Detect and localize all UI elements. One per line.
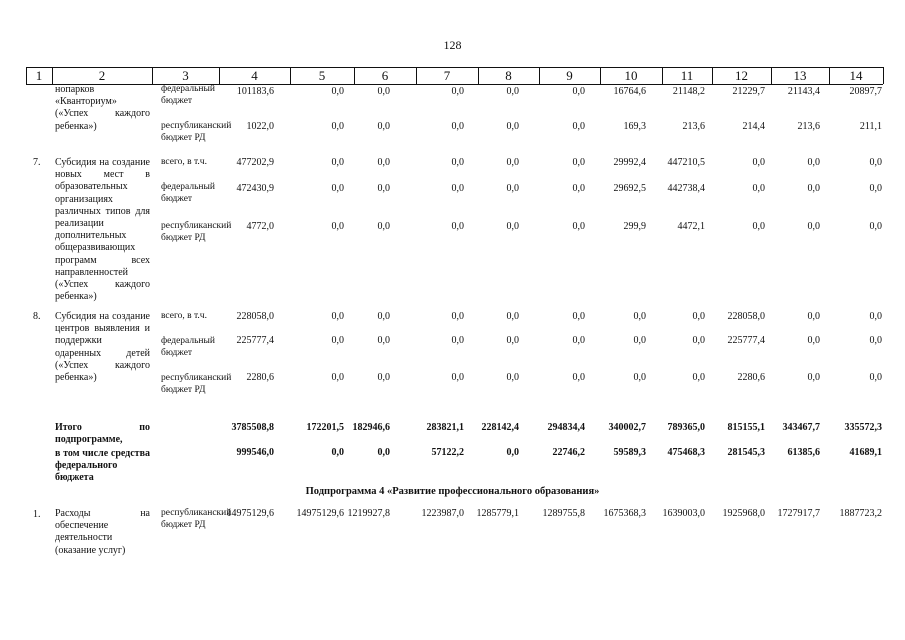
row-7-republic-col-6: 0,0 — [377, 221, 390, 232]
total-federal-row-col-11: 475468,3 — [667, 447, 705, 458]
row-8-total-col-5: 0,0 — [331, 311, 344, 322]
header-col-separator — [416, 67, 417, 84]
row-cont-republic-col-6: 0,0 — [377, 121, 390, 132]
header-col-separator — [883, 67, 884, 84]
row-8-federal-col-11: 0,0 — [692, 335, 705, 346]
row-cont-federal-col-14: 20897,7 — [849, 86, 882, 97]
row-cont-republic-col-14: 211,1 — [859, 121, 882, 132]
header-cell-7: 7 — [443, 68, 451, 83]
header-col-separator — [219, 67, 220, 84]
header-col-separator — [662, 67, 663, 84]
header-cell-13: 13 — [793, 68, 807, 83]
row-8-republic-col-13: 0,0 — [807, 372, 820, 383]
header-cell-4: 4 — [251, 68, 258, 83]
row-7-federal-col-14: 0,0 — [869, 183, 882, 194]
row-8-total-col-8: 0,0 — [506, 311, 519, 322]
row-cont-federal-col-8: 0,0 — [506, 86, 519, 97]
row-8-source-total: всего, в т.ч. — [161, 311, 207, 321]
s4-row-1-col-4: 14975129,6 — [226, 508, 274, 519]
header-cell-3: 3 — [182, 68, 189, 83]
s4-row-1-col-11: 1639003,0 — [662, 508, 705, 519]
s4-row-1-col-6: 1219927,8 — [347, 508, 390, 519]
header-cell-6: 6 — [381, 68, 389, 83]
row-cont-republic-col-12: 214,4 — [742, 121, 765, 132]
row-8-republic-col-11: 0,0 — [692, 372, 705, 383]
row-7-federal-col-5: 0,0 — [331, 183, 344, 194]
row-8-total-col-11: 0,0 — [692, 311, 705, 322]
row-7-source-total: всего, в т.ч. — [161, 157, 207, 167]
total-row-col-12: 815155,1 — [727, 422, 765, 433]
header-col-separator — [712, 67, 713, 84]
total-federal-row-col-14: 41689,1 — [849, 447, 882, 458]
header-cell-8: 8 — [505, 68, 512, 83]
s4-row-1-number: 1. — [33, 509, 41, 520]
row-7-total-col-10: 29992,4 — [613, 157, 646, 168]
row-cont-federal-col-7: 0,0 — [451, 86, 464, 97]
row-7-republic-col-11: 4472,1 — [677, 221, 705, 232]
row-7-total-col-5: 0,0 — [331, 157, 344, 168]
row-8-federal-col-13: 0,0 — [807, 335, 820, 346]
row-8-republic-col-7: 0,0 — [451, 372, 464, 383]
row-7-republic-col-7: 0,0 — [451, 221, 464, 232]
row-cont-federal-col-9: 0,0 — [572, 86, 585, 97]
header-cell-9: 9 — [566, 68, 573, 83]
total-federal-row-col-8: 0,0 — [506, 447, 519, 458]
total-row-col-8: 228142,4 — [481, 422, 519, 433]
total-row-col-14: 335572,3 — [844, 422, 882, 433]
table-header-bottom-border — [26, 84, 883, 85]
s4-row-1-col-9: 1289755,8 — [542, 508, 585, 519]
row-cont-republic-col-7: 0,0 — [451, 121, 464, 132]
total-row-col-4: 3785508,8 — [231, 422, 274, 433]
row-8-republic-col-12: 2280,6 — [737, 372, 765, 383]
row-cont-description: нопарков «Кванториум» («Успех каждого ребенка») — [55, 84, 150, 132]
row-7-republic-col-4: 4772,0 — [246, 221, 274, 232]
row-8-total-col-12: 228058,0 — [727, 311, 765, 322]
total-federal-row-col-7: 57122,2 — [431, 447, 464, 458]
header-col-separator — [52, 67, 53, 84]
s4-row-1-source: республиканский бюджет РД — [161, 508, 232, 530]
row-7-total-col-4: 477202,9 — [236, 157, 274, 168]
s4-row-1-col-5: 14975129,6 — [296, 508, 344, 519]
row-7-federal-col-7: 0,0 — [451, 183, 464, 194]
row-7-source-federal: федеральный бюджет — [161, 182, 215, 204]
row-cont-federal-col-12: 21229,7 — [732, 86, 765, 97]
s4-row-1-col-12: 1925968,0 — [722, 508, 765, 519]
row-8-federal-col-10: 0,0 — [633, 335, 646, 346]
row-7-total-col-9: 0,0 — [572, 157, 585, 168]
header-cell-10: 10 — [624, 68, 638, 83]
total-row-col-9: 294834,4 — [547, 422, 585, 433]
row-7-federal-col-10: 29692,5 — [613, 183, 646, 194]
row-8-total-col-9: 0,0 — [572, 311, 585, 322]
row-cont-source-federal: федеральный бюджет — [161, 84, 215, 106]
row-cont-republic-col-9: 0,0 — [572, 121, 585, 132]
s4-row-1-col-14: 1887723,2 — [839, 508, 882, 519]
row-7-republic-col-10: 299,9 — [623, 221, 646, 232]
page-number: 128 — [443, 38, 462, 52]
row-7-federal-col-13: 0,0 — [807, 183, 820, 194]
s4-row-1-col-13: 1727917,7 — [777, 508, 820, 519]
row-8-republic-col-9: 0,0 — [572, 372, 585, 383]
row-7-total-col-6: 0,0 — [377, 157, 390, 168]
total-row-col-5: 172201,5 — [306, 422, 344, 433]
header-col-separator — [829, 67, 830, 84]
row-8-number: 8. — [33, 311, 41, 322]
row-8-total-col-10: 0,0 — [633, 311, 646, 322]
row-7-federal-col-12: 0,0 — [752, 183, 765, 194]
total-federal-label: в том числе средства федерального бюджета — [55, 448, 150, 484]
total-federal-row-col-5: 0,0 — [331, 447, 344, 458]
row-8-total-col-7: 0,0 — [451, 311, 464, 322]
row-7-source-republic: республиканский бюджет РД — [161, 221, 232, 243]
row-cont-republic-col-4: 1022,0 — [246, 121, 274, 132]
total-row-col-10: 340002,7 — [608, 422, 646, 433]
row-8-federal-col-9: 0,0 — [572, 335, 585, 346]
row-8-total-col-13: 0,0 — [807, 311, 820, 322]
row-cont-federal-col-6: 0,0 — [377, 86, 390, 97]
row-8-federal-col-12: 225777,4 — [727, 335, 765, 346]
row-8-federal-col-14: 0,0 — [869, 335, 882, 346]
s4-row-1-col-7: 1223987,0 — [421, 508, 464, 519]
row-8-total-col-6: 0,0 — [377, 311, 390, 322]
row-7-number: 7. — [33, 157, 41, 168]
total-federal-row-col-6: 0,0 — [377, 447, 390, 458]
row-cont-federal-col-13: 21143,4 — [787, 86, 820, 97]
header-cell-1: 1 — [35, 68, 43, 83]
row-8-federal-col-7: 0,0 — [451, 335, 464, 346]
row-8-federal-col-8: 0,0 — [506, 335, 519, 346]
total-row-col-7: 283821,1 — [426, 422, 464, 433]
total-label: Итого по подпрограмме, — [55, 422, 150, 446]
row-7-total-col-12: 0,0 — [752, 157, 765, 168]
row-7-republic-col-5: 0,0 — [331, 221, 344, 232]
total-row-col-13: 343467,7 — [782, 422, 820, 433]
row-cont-federal-col-5: 0,0 — [331, 86, 344, 97]
subprogram-4-title: Подпрограмма 4 «Развитие профессионального образования» — [305, 486, 600, 497]
row-cont-federal-col-11: 21148,2 — [672, 86, 705, 97]
header-col-separator — [152, 67, 153, 84]
row-cont-republic-col-8: 0,0 — [506, 121, 519, 132]
row-7-description: Субсидия на создание новых мест в образовательных организациях различных типов для реализации дополнительных общеразвивающих программ всех направленностей («Успех каждого ребенка») — [55, 157, 150, 303]
total-row-col-6: 182946,6 — [352, 422, 390, 433]
header-col-separator — [771, 67, 772, 84]
row-8-federal-col-5: 0,0 — [331, 335, 344, 346]
header-col-separator — [600, 67, 601, 84]
header-col-separator — [26, 67, 27, 84]
s4-row-1-description: Расходы на обеспечение деятельности (оказание услуг) — [55, 508, 150, 556]
total-row-col-11: 789365,0 — [667, 422, 705, 433]
row-7-total-col-11: 447210,5 — [667, 157, 705, 168]
total-federal-row-col-4: 999546,0 — [236, 447, 274, 458]
row-7-federal-col-9: 0,0 — [572, 183, 585, 194]
row-7-republic-col-12: 0,0 — [752, 221, 765, 232]
row-8-total-col-4: 228058,0 — [236, 311, 274, 322]
row-8-federal-col-4: 225777,4 — [236, 335, 274, 346]
row-8-republic-col-4: 2280,6 — [246, 372, 274, 383]
row-8-source-federal: федеральный бюджет — [161, 336, 215, 358]
row-cont-federal-col-4: 101183,6 — [236, 86, 274, 97]
row-7-total-col-14: 0,0 — [869, 157, 882, 168]
row-7-republic-col-14: 0,0 — [869, 221, 882, 232]
row-7-federal-col-6: 0,0 — [377, 183, 390, 194]
total-federal-row-col-12: 281545,3 — [727, 447, 765, 458]
header-col-separator — [478, 67, 479, 84]
row-7-total-col-8: 0,0 — [506, 157, 519, 168]
row-8-republic-col-14: 0,0 — [869, 372, 882, 383]
header-cell-12: 12 — [735, 68, 748, 83]
row-8-source-republic: республиканский бюджет РД — [161, 373, 232, 395]
row-7-federal-col-11: 442738,4 — [667, 183, 705, 194]
total-federal-row-col-10: 59589,3 — [613, 447, 646, 458]
total-federal-row-col-9: 22746,2 — [552, 447, 585, 458]
header-col-separator — [290, 67, 291, 84]
header-col-separator — [539, 67, 540, 84]
row-7-total-col-13: 0,0 — [807, 157, 820, 168]
row-8-republic-col-5: 0,0 — [331, 372, 344, 383]
header-col-separator — [354, 67, 355, 84]
header-cell-5: 5 — [318, 68, 326, 83]
row-8-federal-col-6: 0,0 — [377, 335, 390, 346]
row-cont-republic-col-11: 213,6 — [682, 121, 705, 132]
row-8-republic-col-10: 0,0 — [633, 372, 646, 383]
row-8-republic-col-8: 0,0 — [506, 372, 519, 383]
row-cont-source-republic: республиканский бюджет РД — [161, 121, 232, 143]
row-cont-republic-col-10: 169,3 — [623, 121, 646, 132]
row-7-total-col-7: 0,0 — [451, 157, 464, 168]
s4-row-1-col-8: 1285779,1 — [476, 508, 519, 519]
row-8-description: Субсидия на создание центров выявления и поддержки одаренных детей («Успех каждого ребенка») — [55, 311, 150, 384]
header-cell-11: 11 — [680, 68, 694, 83]
row-cont-republic-col-13: 213,6 — [797, 121, 820, 132]
total-federal-row-col-13: 61385,6 — [787, 447, 820, 458]
row-cont-republic-col-5: 0,0 — [331, 121, 344, 132]
header-cell-14: 14 — [849, 68, 863, 83]
row-7-federal-col-4: 472430,9 — [236, 183, 274, 194]
s4-row-1-col-10: 1675368,3 — [603, 508, 646, 519]
row-8-republic-col-6: 0,0 — [377, 372, 390, 383]
header-cell-2: 2 — [98, 68, 106, 83]
row-cont-federal-col-10: 16764,6 — [613, 86, 646, 97]
row-7-federal-col-8: 0,0 — [506, 183, 519, 194]
row-7-republic-col-9: 0,0 — [572, 221, 585, 232]
row-8-total-col-14: 0,0 — [869, 311, 882, 322]
row-7-republic-col-8: 0,0 — [506, 221, 519, 232]
row-7-republic-col-13: 0,0 — [807, 221, 820, 232]
